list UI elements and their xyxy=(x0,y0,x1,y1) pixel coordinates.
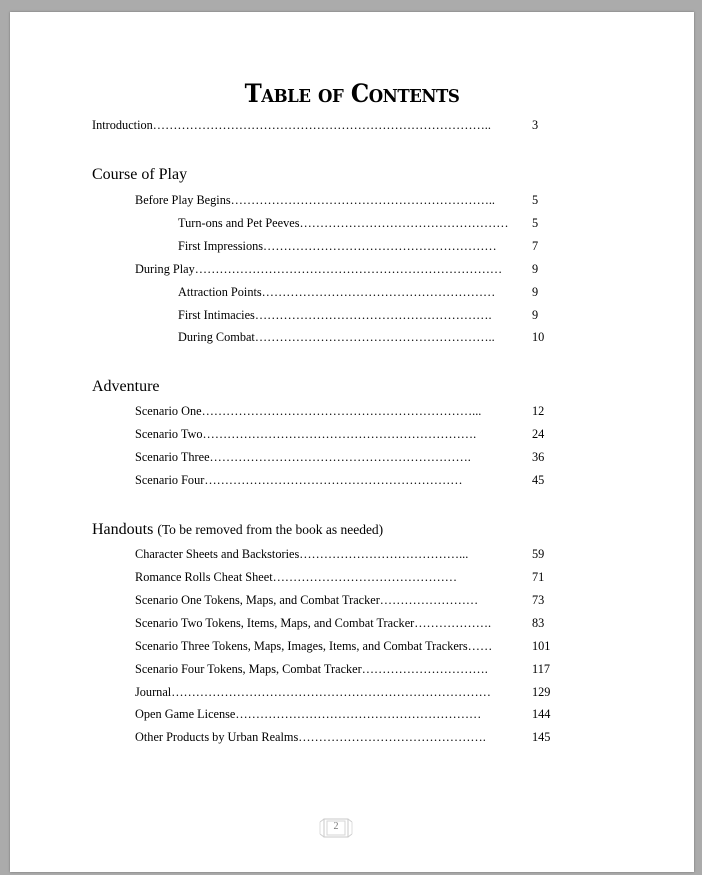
toc-entry-label: Before Play Begins……………………………………………………….. xyxy=(135,193,496,207)
toc-entry xyxy=(135,614,522,632)
toc-entry xyxy=(135,191,522,209)
toc-entry xyxy=(178,283,522,301)
toc-entry xyxy=(135,591,522,609)
toc-entry-page: 10 xyxy=(532,330,545,344)
toc-entry-page: 59 xyxy=(532,547,545,561)
toc-entry-page: 9 xyxy=(532,285,539,299)
section-heading-adventure: Adventure xyxy=(92,378,160,395)
toc-entry-introduction xyxy=(92,116,522,134)
toc-entry-page: 9 xyxy=(532,262,539,276)
toc-entry xyxy=(135,402,522,420)
toc-entry-label: Scenario Two Tokens, Items, Maps, and Combat Tracker………………. xyxy=(135,616,492,630)
toc-entry-label: Introduction……………………………………………………………………….. xyxy=(92,118,491,132)
toc-entry-page: 24 xyxy=(532,427,545,441)
toc-entry-label: Scenario One…………………………………………………………... xyxy=(135,404,482,418)
toc-entry-page: 9 xyxy=(532,308,539,322)
page-title: Table of Contents xyxy=(244,79,460,108)
toc-entry-page: 145 xyxy=(532,730,551,744)
handouts-subheading: (To be removed from the book as needed) xyxy=(157,522,384,537)
toc-entry-page: 36 xyxy=(532,450,545,464)
toc-entry xyxy=(135,545,522,563)
toc-entry-label: Romance Rolls Cheat Sheet……………………………………… xyxy=(135,570,458,584)
toc-entry xyxy=(135,637,522,655)
toc-entry-label: Attraction Points………………………………………………… xyxy=(178,285,496,299)
toc-entry xyxy=(135,728,522,746)
toc-entry-label: Scenario Four……………………………………………………… xyxy=(135,473,463,487)
toc-entry-label: Other Products by Urban Realms………………………………………. xyxy=(135,730,486,744)
toc-entry-label: First Intimacies…………………………………………………. xyxy=(178,308,492,322)
toc-entry xyxy=(135,260,522,278)
toc-entry xyxy=(135,425,522,443)
toc-entry-page: 129 xyxy=(532,685,551,699)
handouts-heading-label: Handouts xyxy=(92,521,154,538)
toc-entry xyxy=(178,306,522,324)
document-page xyxy=(10,12,694,872)
toc-entry-label: Scenario Four Tokens, Maps, Combat Tracker…………………………. xyxy=(135,662,488,676)
toc-entry-label: During Play………………………………………………………………… xyxy=(135,262,503,276)
toc-entry-label: During Combat………………………………………………….. xyxy=(178,330,495,344)
toc-entry-page: 5 xyxy=(532,193,539,207)
toc-entry-label: Scenario Three Tokens, Maps, Images, Items, and Combat Trackers…… xyxy=(135,639,493,653)
section-heading-handouts xyxy=(92,520,383,540)
toc-entry xyxy=(135,660,522,678)
toc-entry-page: 83 xyxy=(532,616,545,630)
toc-entry-page: 73 xyxy=(532,593,545,607)
page-number: 2 xyxy=(333,821,339,832)
toc-entry xyxy=(135,705,522,723)
toc-entry-label: Open Game License…………………………………………………… xyxy=(135,707,482,721)
toc-entry-page: 101 xyxy=(532,639,551,653)
toc-entry-label: Journal…………………………………………………………………… xyxy=(135,685,491,699)
toc-entry-page: 3 xyxy=(532,118,539,132)
toc-entry-label: Character Sheets and Backstories…………………………………... xyxy=(135,547,469,561)
toc-entry-label: Turn-ons and Pet Peeves…………………………………………… xyxy=(178,216,509,230)
toc-entry-page: 5 xyxy=(532,216,539,230)
toc-entry-page: 71 xyxy=(532,570,545,584)
toc-entry xyxy=(135,471,522,489)
toc-entry xyxy=(135,568,522,586)
toc-entry-page: 144 xyxy=(532,707,551,721)
toc-entry-label: Scenario Two…………………………………………………………. xyxy=(135,427,477,441)
toc-entry xyxy=(178,214,522,232)
toc-entry xyxy=(178,328,522,346)
toc-entry xyxy=(135,683,522,701)
section-heading-course-of-play: Course of Play xyxy=(92,166,188,183)
toc-entry-label: Scenario One Tokens, Maps, and Combat Tracker…………………… xyxy=(135,593,479,607)
toc-entry-page: 12 xyxy=(532,404,545,418)
toc-entry xyxy=(135,448,522,466)
footer-page-number xyxy=(318,816,354,840)
toc-entry-page: 45 xyxy=(532,473,545,487)
toc-entry xyxy=(178,237,522,255)
toc-entry-label: Scenario Three………………………………………………………. xyxy=(135,450,471,464)
toc-entry-label: First Impressions………………………………………………… xyxy=(178,239,497,253)
toc-entry-page: 117 xyxy=(532,662,550,676)
toc-entry-page: 7 xyxy=(532,239,539,253)
